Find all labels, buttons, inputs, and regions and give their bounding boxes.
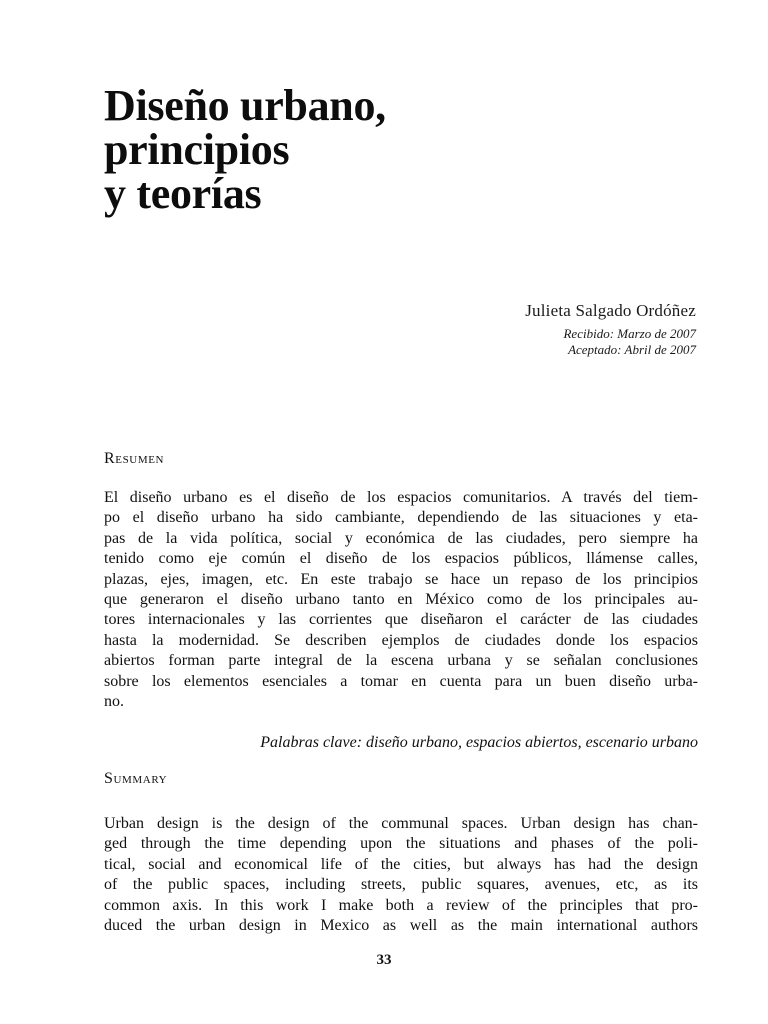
text-line: sobre los elementos esenciales a tomar en cuenta para un buen diseño urba- [104, 672, 698, 690]
resumen-paragraph [104, 488, 698, 712]
text-line: common axis. In this work I make both a review of the principles that pro- [104, 896, 698, 914]
text-line: of the public spaces, including streets, public squares, avenues, etc, as its [104, 876, 698, 894]
text-line: que generaron el diseño urbano tanto en México como de los principales au- [104, 591, 698, 609]
summary-heading: Summary [104, 770, 168, 787]
article-title [104, 81, 386, 218]
text-line: abiertos forman parte integral de la escena urbana y se señalan conclusiones [104, 652, 698, 670]
text-line: duced the urban design in Mexico as well as the main international authors [104, 917, 698, 935]
text-line: po el diseño urbano ha sido cambiante, dependiendo de las situaciones y eta- [104, 509, 698, 527]
text-line: tical, social and economical life of the cities, but always has had the design [104, 855, 698, 873]
author-block [525, 300, 696, 358]
text-line: El diseño urbano es el diseño de los espacios comunitarios. A través del tiem- [104, 489, 698, 506]
title-line: principios [104, 125, 290, 174]
text-line: plazas, ejes, imagen, etc. En este trabajo se hace un repaso de los principios [104, 570, 698, 588]
text-line: hasta la modernidad. Se describen ejemplos de ciudades donde los espacios [104, 631, 698, 649]
resumen-heading: Resumen [104, 450, 165, 467]
keywords: Palabras clave: diseño urbano, espacios abiertos, escenario urbano [260, 734, 698, 751]
author-name: Julieta Salgado Ordóñez [525, 301, 696, 320]
text-line: ged through the time depending upon the situations and phases of the poli- [104, 835, 698, 853]
accepted-date: Aceptado: Abril de 2007 [568, 342, 696, 357]
text-line: pas de la vida política, social y económica de las ciudades, pero siempre ha [104, 529, 698, 547]
text-line: no. [104, 693, 124, 711]
text-line: tores internacionales y las corrientes que diseñaron el carácter de las ciudades [104, 611, 698, 629]
received-date: Recibido: Marzo de 2007 [563, 326, 696, 341]
title-line: y teorías [104, 169, 262, 218]
text-line: tenido como eje común el diseño de los espacios públicos, llámense calles, [104, 550, 698, 568]
page-number: 33 [376, 952, 392, 968]
text-line: Urban design is the design of the communal spaces. Urban design has chan- [104, 815, 698, 832]
summary-paragraph [104, 814, 698, 936]
article-dates [525, 326, 696, 358]
title-line: Diseño urbano, [104, 81, 386, 130]
